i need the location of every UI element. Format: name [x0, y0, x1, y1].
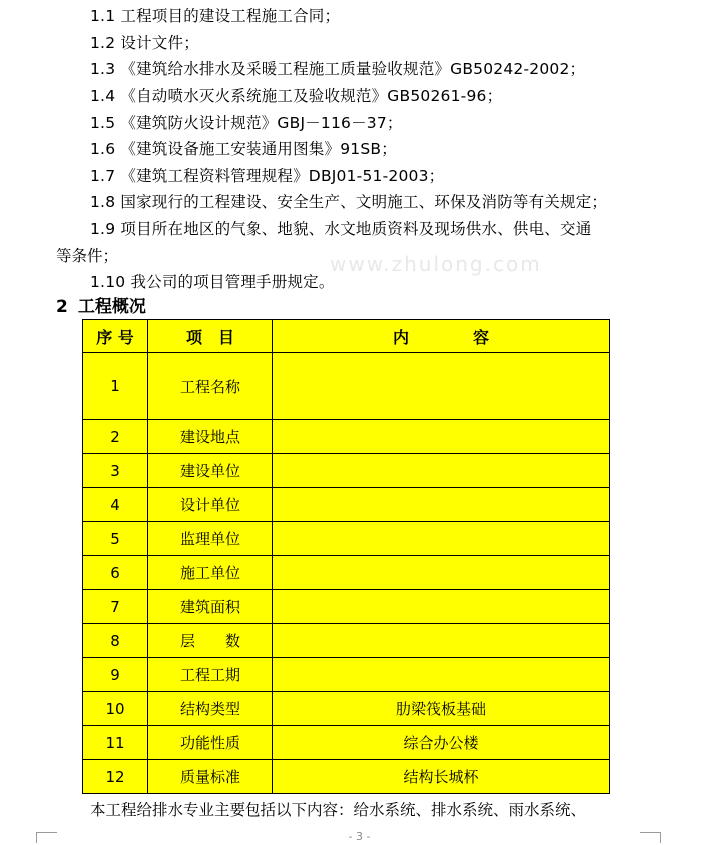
basis-item: 1.8 国家现行的工程建设、安全生产、文明施工、环保及消防等有关规定；: [90, 193, 608, 211]
basis-item: 1.4 《自动喷水灭火系统施工及验收规范》GB50261-96；: [90, 87, 503, 105]
cell-no: 7: [83, 590, 148, 624]
cell-item: 功能性质: [148, 726, 273, 760]
cell-no: 6: [83, 556, 148, 590]
cell-item: 施工单位: [148, 556, 273, 590]
cell-no: 11: [83, 726, 148, 760]
table-row: [83, 658, 610, 692]
table-row: [83, 556, 610, 590]
cell-item: 层 数: [148, 624, 273, 658]
page-number: - 3 -: [348, 830, 371, 843]
table-row: [83, 522, 610, 556]
section-heading: [56, 296, 156, 318]
cell-content: 结构长城杯: [273, 760, 610, 794]
cell-no: 12: [83, 760, 148, 794]
cell-item: 结构类型: [148, 692, 273, 726]
table-row: [83, 590, 610, 624]
table-row: [83, 420, 610, 454]
cell-content: [273, 522, 610, 556]
table-header-row: [83, 320, 610, 353]
section-title: 工程概况: [77, 297, 146, 317]
cell-content: 综合办公楼: [273, 726, 610, 760]
cell-item: 工程工期: [148, 658, 273, 692]
cell-content: [273, 590, 610, 624]
cell-item: 质量标准: [148, 760, 273, 794]
basis-item: 1.3 《建筑给水排水及采暖工程施工质量验收规范》GB50242-2002；: [90, 60, 586, 78]
cell-item: 建设单位: [148, 454, 273, 488]
cell-content: [273, 454, 610, 488]
cell-no: 1: [83, 353, 148, 420]
cell-content: [273, 556, 610, 590]
table-row: [83, 726, 610, 760]
basis-item: 1.6 《建筑设备施工安装通用图集》91SB；: [90, 140, 397, 158]
body-paragraph: 本工程给排水专业主要包括以下内容：给水系统、排水系统、雨水系统、: [90, 801, 587, 819]
table-row: [83, 454, 610, 488]
cell-content: [273, 488, 610, 522]
table-row: [83, 353, 610, 420]
basis-item: 1.7 《建筑工程资料管理规程》DBJ01-51-2003；: [90, 167, 445, 185]
cell-no: 5: [83, 522, 148, 556]
header-item: 项 目: [148, 320, 273, 353]
cell-content: [273, 658, 610, 692]
cell-no: 3: [83, 454, 148, 488]
basis-item: 1.5 《建筑防火设计规范》GBJ－116－37；: [90, 114, 403, 132]
basis-item: 1.2 设计文件；: [90, 34, 199, 52]
cell-no: 9: [83, 658, 148, 692]
cell-item: 建筑面积: [148, 590, 273, 624]
table-row: [83, 488, 610, 522]
basis-item-continuation: 等条件；: [56, 247, 119, 265]
header-content: 内 容: [273, 320, 610, 353]
cell-content: [273, 420, 610, 454]
cell-no: 10: [83, 692, 148, 726]
header-no: 序 号: [83, 320, 148, 353]
basis-item: 1.10 我公司的项目管理手册规定。: [90, 273, 335, 291]
cell-content: [273, 624, 610, 658]
table-row: [83, 760, 610, 794]
watermark: www.zhulong.com: [330, 252, 542, 276]
cell-item: 设计单位: [148, 488, 273, 522]
cell-no: 8: [83, 624, 148, 658]
table-row: [83, 624, 610, 658]
basis-item: 1.1 工程项目的建设工程施工合同；: [90, 7, 341, 25]
cell-no: 2: [83, 420, 148, 454]
cell-item: 监理单位: [148, 522, 273, 556]
project-overview-table: [82, 319, 610, 794]
table-row: [83, 692, 610, 726]
cell-content: 肋梁筏板基础: [273, 692, 610, 726]
cell-item: 工程名称: [148, 353, 273, 420]
cell-content: [273, 353, 610, 420]
section-number: 2: [56, 297, 68, 317]
cell-no: 4: [83, 488, 148, 522]
cell-item: 建设地点: [148, 420, 273, 454]
basis-item: 1.9 项目所在地区的气象、地貌、水文地质资料及现场供水、供电、交通: [90, 220, 592, 238]
